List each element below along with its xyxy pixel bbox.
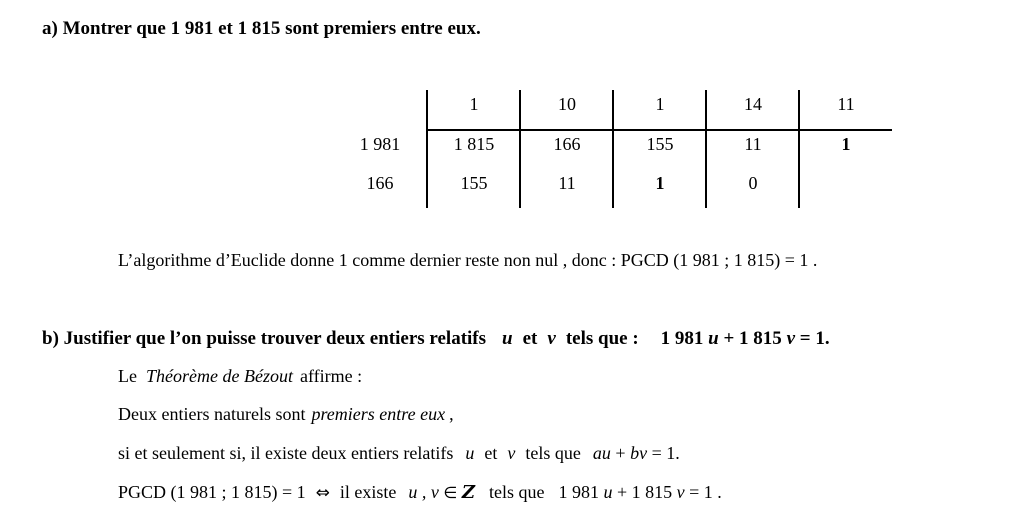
part-a-title: a) Montrer que 1 981 et 1 815 sont premiers entre eux. bbox=[42, 18, 481, 39]
table-quotient: 11 bbox=[837, 94, 855, 114]
table-row-label: 1 981 bbox=[359, 134, 401, 154]
line3-u: u bbox=[465, 443, 475, 463]
line1-end: affirme : bbox=[299, 366, 363, 386]
table-quotient: 14 bbox=[744, 94, 762, 114]
title-eq-v: v bbox=[786, 328, 795, 349]
line4-eq-1981: 1 981 bbox=[558, 482, 599, 502]
title-rest: tels que : bbox=[565, 328, 639, 349]
line1-text: Le bbox=[118, 366, 137, 386]
title-eq-1815: + 1 815 bbox=[723, 328, 782, 349]
bezout-statement-2 bbox=[118, 443, 680, 464]
table-header-rule bbox=[426, 129, 892, 131]
table-quotient: 1 bbox=[469, 94, 479, 114]
pgcd-equivalence bbox=[118, 482, 722, 503]
title-et: et bbox=[522, 328, 538, 349]
line4-eq-1815: + 1 815 bbox=[616, 482, 673, 502]
table-cell: 11 bbox=[744, 134, 762, 154]
line4-pgcd: PGCD (1 981 ; 1 815) = 1 bbox=[118, 482, 306, 502]
line4-eq-u: u bbox=[603, 482, 613, 502]
part-b-title-text: b) Justifier que l’on puisse trouver deux entiers relatifs bbox=[42, 328, 487, 349]
euclid-table bbox=[0, 0, 1024, 215]
line4-tels-que: tels que bbox=[488, 482, 545, 502]
table-row-label: 166 bbox=[366, 173, 394, 193]
variable-v: v bbox=[547, 328, 556, 349]
iff-symbol: ⇔ bbox=[315, 483, 330, 503]
table-quotient: 1 bbox=[655, 94, 665, 114]
line4-il-existe: il existe bbox=[339, 482, 397, 502]
line4-eq-v: v bbox=[676, 482, 685, 502]
table-cell: 1 815 bbox=[453, 134, 495, 154]
line3-v: v bbox=[507, 443, 516, 463]
title-eq-u: u bbox=[708, 328, 719, 349]
theorem-name: Théorème de Bézout bbox=[145, 366, 293, 386]
table-cell: 155 bbox=[460, 173, 488, 193]
element-of-symbol: ∈ bbox=[443, 483, 458, 502]
table-cell: 1 bbox=[841, 134, 851, 154]
title-eq-end: = 1. bbox=[799, 328, 830, 349]
line3-et: et bbox=[484, 443, 498, 463]
table-quotient: 10 bbox=[558, 94, 576, 114]
premiers-entre-eux: premiers entre eux bbox=[311, 404, 446, 424]
table-cell: 166 bbox=[553, 134, 581, 154]
line3-end: = 1. bbox=[651, 443, 680, 463]
integers-symbol: Z bbox=[461, 482, 475, 503]
line3-text: si et seulement si, il existe deux entiers relatifs bbox=[118, 443, 454, 463]
variable-u: u bbox=[502, 328, 513, 349]
table-cell: 1 bbox=[655, 173, 665, 193]
line3-plus: + bbox=[615, 443, 626, 463]
line3-au: au bbox=[592, 443, 611, 463]
bezout-intro bbox=[118, 366, 362, 387]
table-cell: 11 bbox=[558, 173, 576, 193]
line3-tels-que: tels que bbox=[525, 443, 581, 463]
table-cell: 155 bbox=[646, 134, 674, 154]
line2-text: Deux entiers naturels sont bbox=[118, 404, 306, 424]
part-a-conclusion: L’algorithme d’Euclide donne 1 comme dernier reste non nul , donc : PGCD (1 981 ; 1 815) = 1 . bbox=[118, 250, 818, 270]
table-cell: 0 bbox=[748, 173, 758, 193]
title-eq-1981: 1 981 bbox=[660, 328, 704, 349]
line4-eq-end: = 1 . bbox=[689, 482, 722, 502]
line3-bv: bv bbox=[630, 443, 648, 463]
line4-uv: u , v bbox=[408, 482, 439, 502]
part-b-title bbox=[42, 328, 830, 350]
bezout-statement-1 bbox=[118, 404, 454, 425]
line2-end: , bbox=[449, 404, 454, 424]
